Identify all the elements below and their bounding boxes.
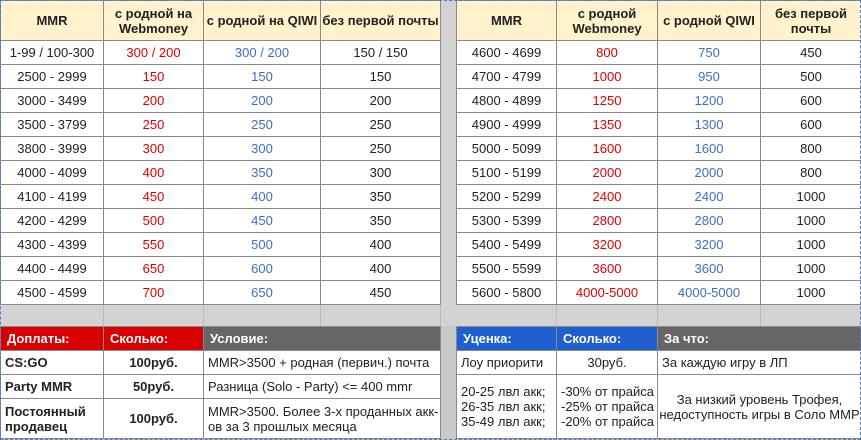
cell-qiwi: 950 [658,65,761,89]
header-mmr: MMR [1,1,104,41]
cell-no-email: 1000 [761,233,861,257]
amount-header: Сколько: [557,327,658,351]
header-webmoney: с родной на Webmoney [104,1,204,41]
cell-webmoney: 2800 [557,209,658,233]
cell-mmr: 5100 - 5199 [457,161,557,185]
cell-qiwi: 2400 [658,185,761,209]
cell-mmr: 4600 - 4699 [457,41,557,65]
cell-no-email: 350 [321,185,441,209]
cell-webmoney: 3600 [557,257,658,281]
cell-no-email: 800 [761,137,861,161]
cell-webmoney: 1250 [557,89,658,113]
cell-mmr: 5300 - 5399 [457,209,557,233]
cell-mmr: 4100 - 4199 [1,185,104,209]
cell-mmr: 4800 - 4899 [457,89,557,113]
additions-header: Доплаты: [1,327,104,351]
cell-no-email: 200 [321,89,441,113]
cell-no-email: 400 [321,257,441,281]
cell-webmoney: 250 [104,113,204,137]
cell-webmoney: 550 [104,233,204,257]
cell-no-email: 500 [761,65,861,89]
addition-name: Постоянный продавец [1,399,104,439]
cell-qiwi: 500 [204,233,321,257]
discount-header: Уценка: [457,327,557,351]
cell-webmoney: 800 [557,41,658,65]
cell-webmoney: 400 [104,161,204,185]
cell-webmoney: 2000 [557,161,658,185]
cell-webmoney: 1600 [557,137,658,161]
cell-no-email: 1000 [761,209,861,233]
addition-name: CS:GO [1,351,104,375]
cell-qiwi: 4000-5000 [658,281,761,305]
addition-amount: 100руб. [104,399,204,439]
cell-no-email: 300 [321,161,441,185]
discount-amount: -30% от прайса -25% от прайса -20% от прайса [557,375,658,439]
cell-mmr: 4000 - 4099 [1,161,104,185]
cell-no-email: 150 / 150 [321,41,441,65]
cell-qiwi: 1300 [658,113,761,137]
cell-qiwi: 650 [204,281,321,305]
cell-mmr: 4300 - 4399 [1,233,104,257]
cell-mmr: 4200 - 4299 [1,209,104,233]
addition-condition: Разница (Solo - Party) <= 400 mmr [204,375,441,399]
cell-qiwi: 750 [658,41,761,65]
discount-name: 20-25 лвл акк; 26-35 лвл акк; 35-49 лвл акк; [457,375,557,439]
cell-no-email: 600 [761,113,861,137]
cell-qiwi: 150 [204,65,321,89]
cell-webmoney: 4000-5000 [557,281,658,305]
cell-qiwi: 2000 [658,161,761,185]
cell-qiwi: 3200 [658,233,761,257]
header-qiwi: с родной QIWI [658,1,761,41]
addition-amount: 50руб. [104,375,204,399]
header-mmr: MMR [457,1,557,41]
cell-webmoney: 3200 [557,233,658,257]
cell-qiwi: 450 [204,209,321,233]
cell-mmr: 4500 - 4599 [1,281,104,305]
cell-no-email: 1000 [761,185,861,209]
cell-mmr: 5500 - 5599 [457,257,557,281]
cell-qiwi: 300 / 200 [204,41,321,65]
cell-mmr: 5000 - 5099 [457,137,557,161]
cell-no-email: 150 [321,65,441,89]
reason-header: За что: [658,327,861,351]
cell-no-email: 450 [761,41,861,65]
header-qiwi: с родной на QIWI [204,1,321,41]
cell-webmoney: 1000 [557,65,658,89]
header-no-email: без первой почты [321,1,441,41]
cell-no-email: 350 [321,209,441,233]
cell-webmoney: 300 [104,137,204,161]
cell-no-email: 1000 [761,257,861,281]
cell-webmoney: 150 [104,65,204,89]
cell-mmr: 3000 - 3499 [1,89,104,113]
cell-mmr: 3500 - 3799 [1,113,104,137]
addition-amount: 100руб. [104,351,204,375]
cell-mmr: 1-99 / 100-300 [1,41,104,65]
cell-qiwi: 400 [204,185,321,209]
cell-webmoney: 650 [104,257,204,281]
cell-no-email: 800 [761,161,861,185]
condition-header: Условие: [204,327,441,351]
cell-no-email: 250 [321,113,441,137]
cell-qiwi: 2800 [658,209,761,233]
cell-webmoney: 2400 [557,185,658,209]
cell-qiwi: 300 [204,137,321,161]
cell-qiwi: 200 [204,89,321,113]
header-webmoney: с родной Webmoney [557,1,658,41]
cell-qiwi: 250 [204,113,321,137]
header-no-email: без первой почты [761,1,861,41]
discount-amount: 30руб. [557,351,658,375]
cell-mmr: 5200 - 5299 [457,185,557,209]
addition-condition: MMR>3500. Более 3-х проданных акк-ов за 3 прошлых месяца [204,399,441,439]
addition-name: Party MMR [1,375,104,399]
discount-name: Лоу приорити [457,351,557,375]
addition-condition: MMR>3500 + родная (первич.) почта [204,351,441,375]
cell-qiwi: 1200 [658,89,761,113]
cell-qiwi: 600 [204,257,321,281]
cell-mmr: 5400 - 5499 [457,233,557,257]
cell-mmr: 4700 - 4799 [457,65,557,89]
cell-qiwi: 1600 [658,137,761,161]
cell-no-email: 1000 [761,281,861,305]
cell-mmr: 4900 - 4999 [457,113,557,137]
cell-mmr: 2500 - 2999 [1,65,104,89]
cell-webmoney: 500 [104,209,204,233]
cell-no-email: 250 [321,137,441,161]
cell-mmr: 4400 - 4499 [1,257,104,281]
amount-header: Сколько: [104,327,204,351]
cell-mmr: 5600 - 5800 [457,281,557,305]
cell-qiwi: 3600 [658,257,761,281]
discount-reason: За каждую игру в ЛП [658,351,861,375]
cell-webmoney: 200 [104,89,204,113]
cell-webmoney: 1350 [557,113,658,137]
cell-no-email: 400 [321,233,441,257]
cell-no-email: 600 [761,89,861,113]
cell-webmoney: 300 / 200 [104,41,204,65]
cell-webmoney: 450 [104,185,204,209]
discount-reason: За низкий уровень Трофея, недоступность игры в Соло ММР [658,375,861,439]
cell-webmoney: 700 [104,281,204,305]
cell-mmr: 3800 - 3999 [1,137,104,161]
cell-no-email: 450 [321,281,441,305]
cell-qiwi: 350 [204,161,321,185]
